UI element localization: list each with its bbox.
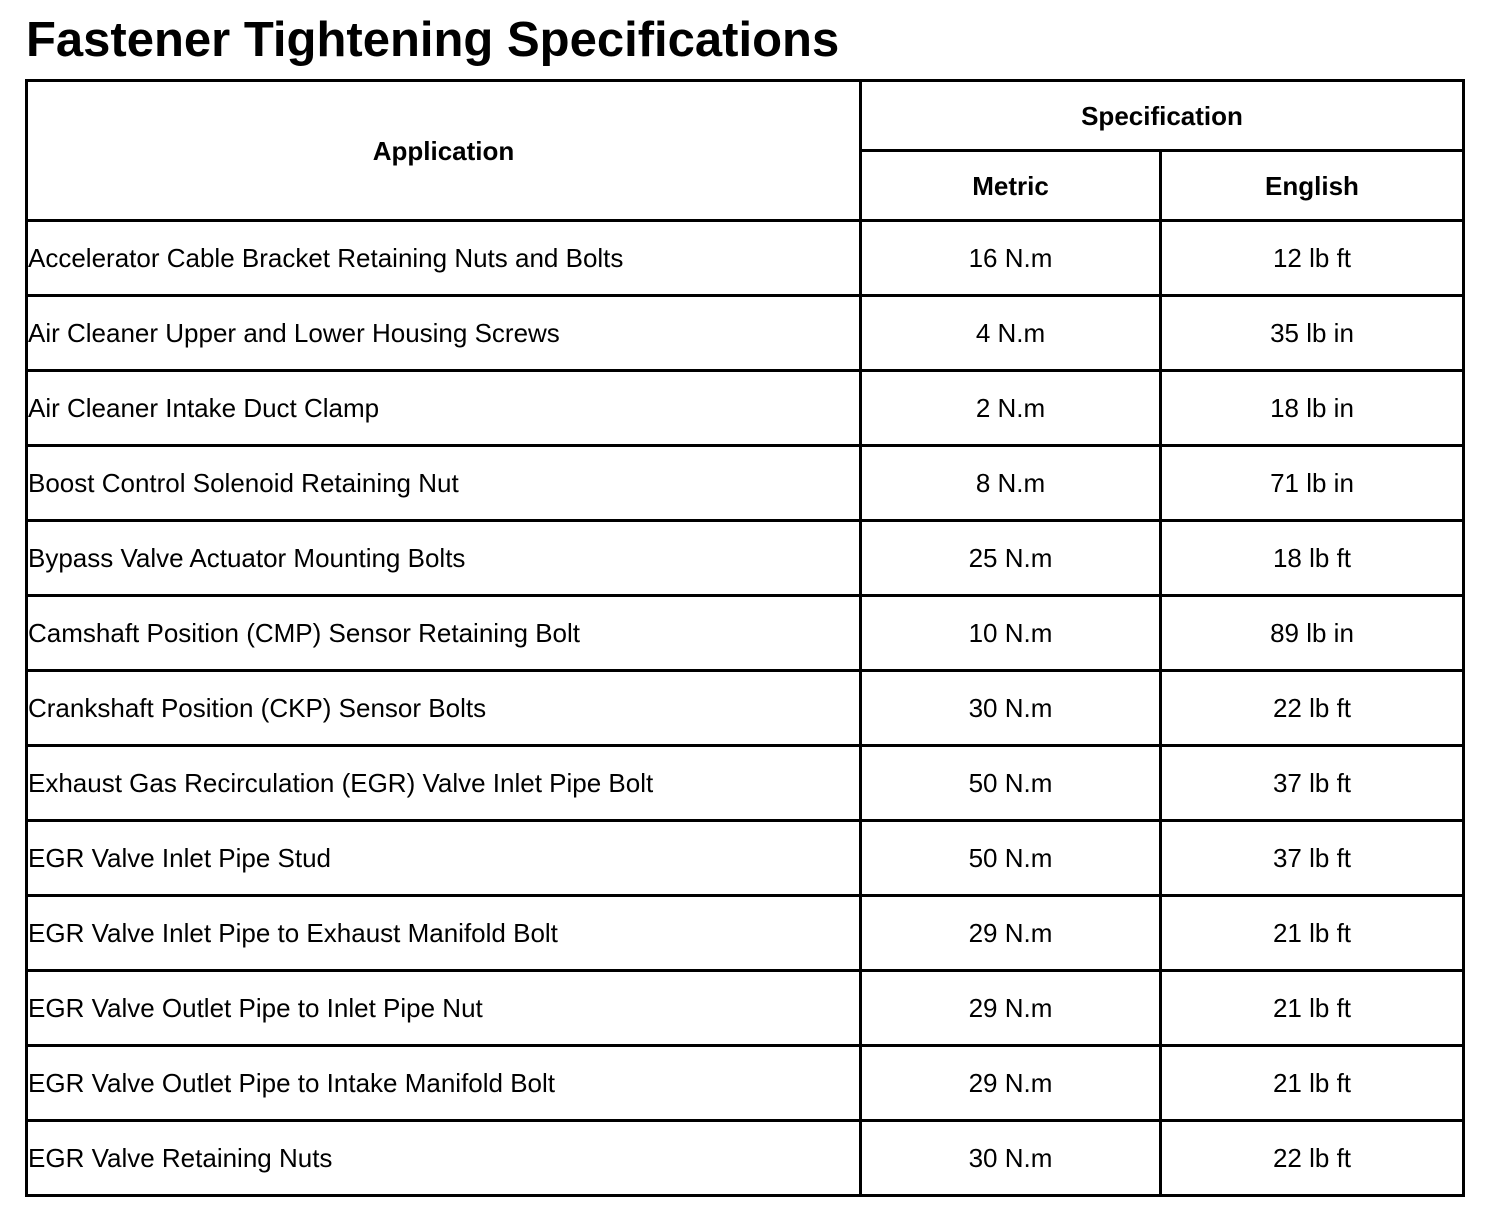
metric-header: Metric xyxy=(861,151,1161,221)
application-cell: Camshaft Position (CMP) Sensor Retaining Bolt xyxy=(27,596,861,671)
english-cell: 18 lb in xyxy=(1161,371,1464,446)
table-row xyxy=(27,596,1464,671)
metric-cell: 16 N.m xyxy=(861,221,1161,296)
application-cell: EGR Valve Inlet Pipe Stud xyxy=(27,821,861,896)
application-cell: Accelerator Cable Bracket Retaining Nuts and Bolts xyxy=(27,221,861,296)
english-cell: 35 lb in xyxy=(1161,296,1464,371)
table-body xyxy=(27,221,1464,1196)
english-cell: 12 lb ft xyxy=(1161,221,1464,296)
metric-cell: 4 N.m xyxy=(861,296,1161,371)
application-header: Application xyxy=(27,81,861,221)
metric-cell: 50 N.m xyxy=(861,746,1161,821)
metric-cell: 50 N.m xyxy=(861,821,1161,896)
application-cell: Bypass Valve Actuator Mounting Bolts xyxy=(27,521,861,596)
table-row xyxy=(27,371,1464,446)
specification-header: Specification xyxy=(861,81,1464,151)
english-header: English xyxy=(1161,151,1464,221)
metric-cell: 29 N.m xyxy=(861,1046,1161,1121)
table-row xyxy=(27,521,1464,596)
metric-cell: 29 N.m xyxy=(861,971,1161,1046)
english-cell: 89 lb in xyxy=(1161,596,1464,671)
english-cell: 21 lb ft xyxy=(1161,1046,1464,1121)
table-row xyxy=(27,971,1464,1046)
application-cell: Crankshaft Position (CKP) Sensor Bolts xyxy=(27,671,861,746)
specifications-table xyxy=(25,79,1465,1197)
metric-cell: 8 N.m xyxy=(861,446,1161,521)
table-row xyxy=(27,1046,1464,1121)
english-cell: 71 lb in xyxy=(1161,446,1464,521)
application-cell: Air Cleaner Intake Duct Clamp xyxy=(27,371,861,446)
english-cell: 22 lb ft xyxy=(1161,671,1464,746)
application-cell: EGR Valve Inlet Pipe to Exhaust Manifold Bolt xyxy=(27,896,861,971)
table-row xyxy=(27,671,1464,746)
metric-cell: 29 N.m xyxy=(861,896,1161,971)
page-title: Fastener Tightening Specifications xyxy=(26,13,840,67)
metric-cell: 30 N.m xyxy=(861,671,1161,746)
metric-cell: 2 N.m xyxy=(861,371,1161,446)
header-row xyxy=(27,81,1464,151)
application-cell: EGR Valve Outlet Pipe to Intake Manifold Bolt xyxy=(27,1046,861,1121)
table-row xyxy=(27,296,1464,371)
application-cell: EGR Valve Retaining Nuts xyxy=(27,1121,861,1196)
table-row xyxy=(27,221,1464,296)
english-cell: 21 lb ft xyxy=(1161,896,1464,971)
table-row xyxy=(27,896,1464,971)
application-cell: EGR Valve Outlet Pipe to Inlet Pipe Nut xyxy=(27,971,861,1046)
english-cell: 37 lb ft xyxy=(1161,821,1464,896)
table-row xyxy=(27,821,1464,896)
table-row xyxy=(27,446,1464,521)
english-cell: 21 lb ft xyxy=(1161,971,1464,1046)
metric-cell: 10 N.m xyxy=(861,596,1161,671)
metric-cell: 25 N.m xyxy=(861,521,1161,596)
english-cell: 22 lb ft xyxy=(1161,1121,1464,1196)
table-row xyxy=(27,746,1464,821)
english-cell: 18 lb ft xyxy=(1161,521,1464,596)
english-cell: 37 lb ft xyxy=(1161,746,1464,821)
application-cell: Exhaust Gas Recirculation (EGR) Valve Inlet Pipe Bolt xyxy=(27,746,861,821)
metric-cell: 30 N.m xyxy=(861,1121,1161,1196)
application-cell: Boost Control Solenoid Retaining Nut xyxy=(27,446,861,521)
table-row xyxy=(27,1121,1464,1196)
table-header xyxy=(27,81,1464,221)
application-cell: Air Cleaner Upper and Lower Housing Screws xyxy=(27,296,861,371)
